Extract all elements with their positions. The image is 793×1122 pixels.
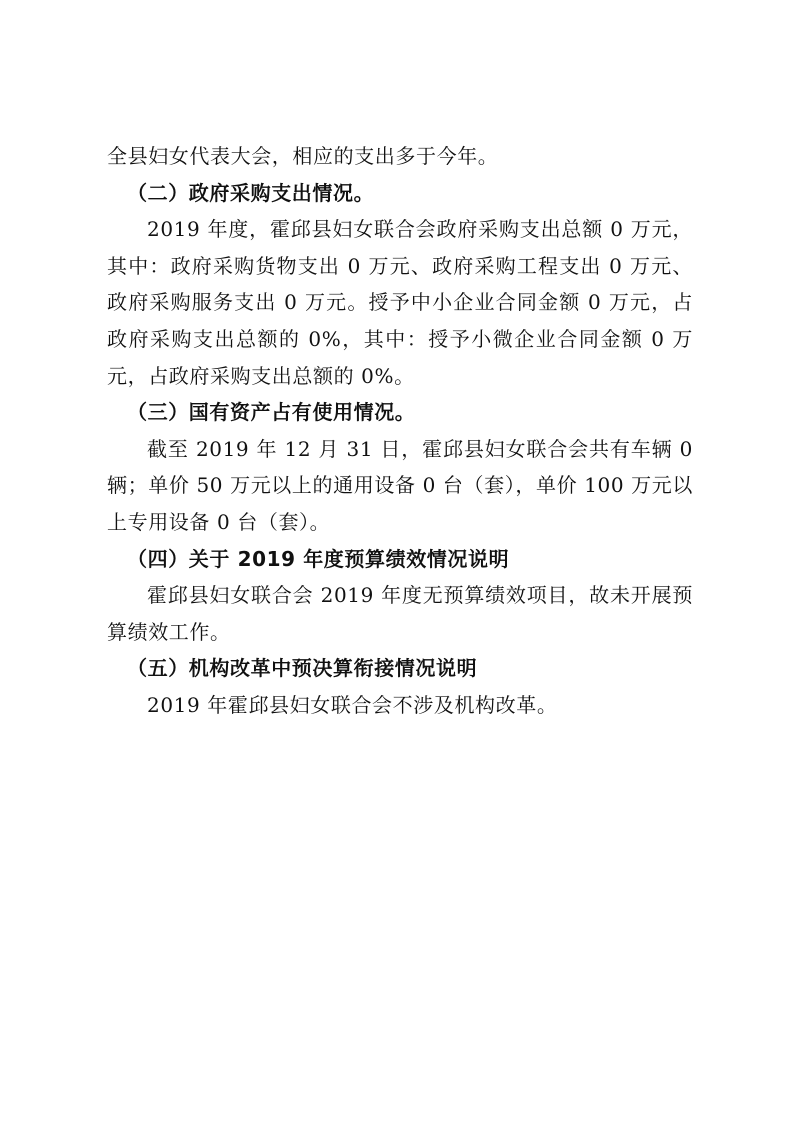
section-paragraph: 2019 年霍邱县妇女联合会不涉及机构改革。 <box>147 692 558 717</box>
section-budget-performance <box>107 541 693 651</box>
document-body <box>107 138 693 724</box>
section-heading: （三）国有资产占有使用情况。 <box>127 400 416 425</box>
section-state-assets <box>107 394 693 540</box>
section-government-procurement <box>107 175 693 395</box>
section-heading: （四）关于 2019 年度预算绩效情况说明 <box>127 546 510 571</box>
section-heading: （五）机构改革中预决算衔接情况说明 <box>127 656 478 681</box>
section-heading: （二）政府采购支出情况。 <box>127 180 375 205</box>
section-paragraph: 截至 2019 年 12 月 31 日，霍邱县妇女联合会共有车辆 0 辆；单价 50 万元以上的通用设备 0 台（套），单价 100 万元以上专用设备 0 台（套）。 <box>107 436 693 534</box>
continuation-text: 全县妇女代表大会，相应的支出多于今年。 <box>107 144 499 168</box>
section-institutional-reform <box>107 650 693 723</box>
section-paragraph: 2019 年度，霍邱县妇女联合会政府采购支出总额 0 万元，其中：政府采购货物支出 0 万元、政府采购工程支出 0 万元、政府采购服务支出 0 万元。授予中小企业合同金额 0 万元，占政府采购支出总额的 0%，其中：授予小微企业合同金额 0 万元，占政府采购支出总额的 0%。 <box>107 217 693 388</box>
section-paragraph: 霍邱县妇女联合会 2019 年度无预算绩效项目，故未开展预算绩效工作。 <box>107 583 693 644</box>
